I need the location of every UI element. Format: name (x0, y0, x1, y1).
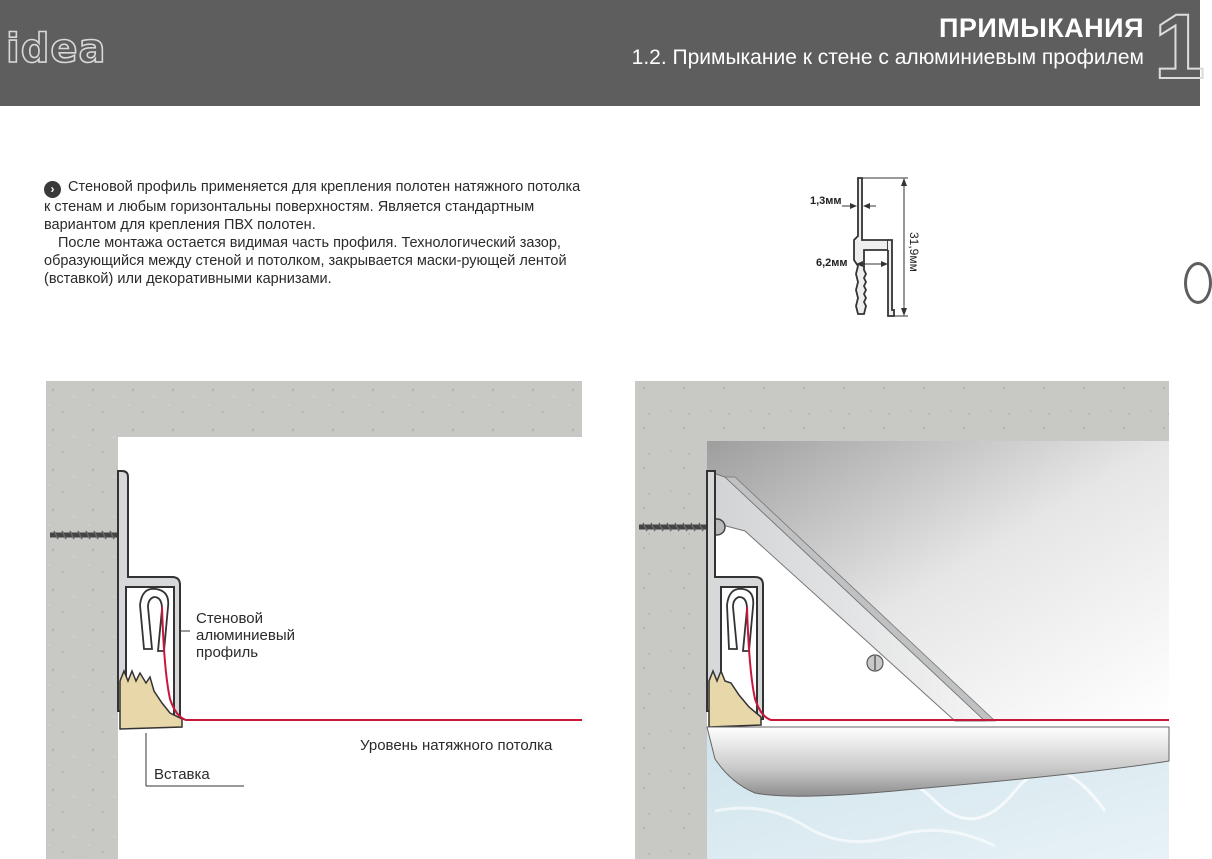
label-profile-line-2: алюминиевый (196, 627, 296, 644)
profile-lip (888, 240, 894, 316)
concrete-wall (46, 381, 118, 859)
dimension-mid: 6,2мм (816, 257, 848, 269)
concrete-slab (635, 381, 1169, 441)
description-paragraph-2: После монтажа остается видимая часть профиля. Технологический зазор, образующийся между стеной и потолком, закрывается маски-рующей лентой (вставкой) или декоративными карнизами. (44, 235, 567, 287)
description-paragraph-1: › Стеновой профиль применяется для крепления полотен натяжного потолка к стенам и любым горизонтальны поверхностям. Является стандартным вариантом для крепления ПВХ полотен. (44, 179, 581, 233)
diagram-section-left (46, 381, 582, 859)
page-title: ПРИМЫКАНИЯ (938, 13, 1144, 43)
label-ceiling-level: Уровень натяжного потолка (360, 737, 553, 754)
section-number-text: 1 (1154, 0, 1206, 98)
page-header (0, 0, 1206, 106)
page-subtitle: 1.2. Примыкание к стене с алюминиевым профилем (631, 46, 1144, 69)
concrete-wall (635, 381, 707, 859)
label-insert: Вставка (154, 766, 210, 783)
diagram-illustration-right (635, 381, 1169, 859)
dimension-height: 31,9мм (907, 232, 921, 272)
profile-cross-section (800, 170, 930, 330)
chevron-right-icon: › (44, 181, 61, 198)
page-edge-tab (1184, 262, 1212, 304)
label-profile-line-1: Стеновой (196, 610, 264, 627)
concrete-slab (46, 381, 582, 437)
label-profile-line-3: профиль (196, 644, 259, 661)
section-number (1146, 0, 1206, 106)
description-text (44, 178, 584, 288)
profile-outline (854, 178, 888, 314)
brand-logo: idea (6, 26, 107, 72)
insert-strip (709, 671, 761, 727)
dimension-top: 1,3мм (810, 195, 842, 207)
